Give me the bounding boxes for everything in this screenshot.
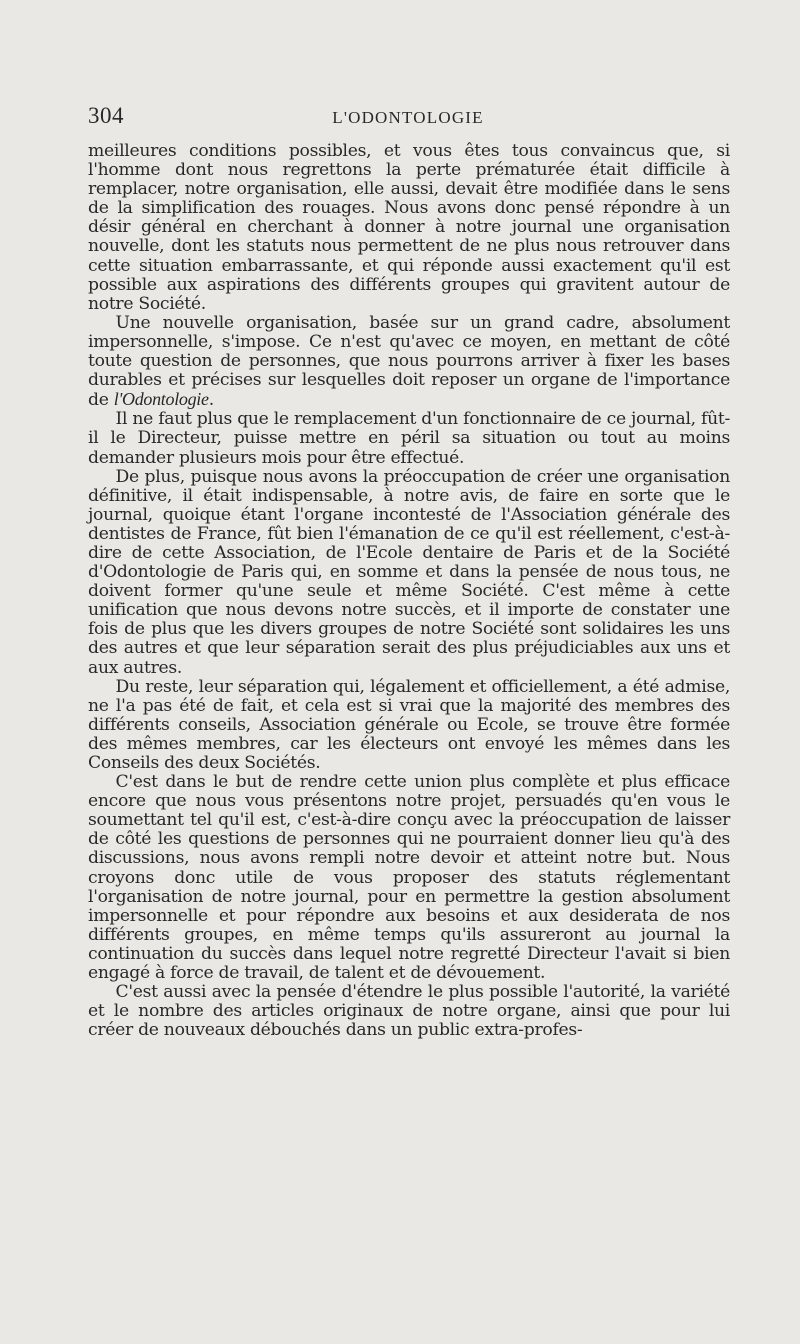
paragraph: C'est aussi avec la pensée d'étendre le plus possible l'autorité, la variété et le nombre des articles originaux de notre organe, ainsi que pour lui créer de nouveaux débouchés dans un public extra-profes- (88, 982, 730, 1041)
paragraph: meilleures conditions possibles, et vous êtes tous convaincus que, si l'homme dont nous regrettons la perte prématurée était difficile à remplacer, notre organisation, elle aussi, devait être modifiée dans le sens de la simplification des rouages. Nous avons donc pensé répondre à un désir général en cherchant à donner à notre journal une organisation nouvelle, dont les statuts nous permettent de ne plus nous retrouver dans cette situation embarrassante, et qui réponde aussi exactement qu'il est possible aux aspirations des différents groupes qui gravitent autour de notre Société. (88, 141, 730, 314)
paragraph-text: . (208, 390, 214, 411)
paragraph: C'est dans le but de rendre cette union plus complète et plus efficace encore que nous vous présentons notre projet, persuadés qu'en vous le soumettant tel qu'il est, c'est-à-dire conçu avec la préoccupation de laisser de côté les questions de personnes qui ne pourraient donner lieu qu'à des discussions, nous avons rempli notre devoir et atteint notre but. Nous croyons donc utile de vous proposer des statuts réglementant l'organisation de notre journal, pour en permettre la gestion absolument impersonnelle et pour répondre aux besoins et aux desiderata de nos différents groupes, en même temps qu'ils assureront au journal la continuation du succès dans lequel notre regretté Directeur l'avait si bien engagé à force de travail, de talent et de dévouement. (88, 772, 730, 984)
paragraph: Du reste, leur séparation qui, légalement et officiellement, a été admise, ne l'a pas été de fait, et cela est si vrai que la majorité des membres des différents conseils, Association générale ou Ecole, se trouve être formée des mêmes membres, car les électeurs ont envoyé les mêmes dans les Conseils des deux Sociétés. (88, 676, 730, 773)
body-text (88, 142, 730, 1040)
page-number: 304 (88, 103, 124, 128)
paragraph (88, 314, 730, 410)
journal-title-italic: l'Odontologie (113, 389, 209, 410)
running-title: L'ODONTOLOGIE (332, 108, 484, 127)
paragraph-text: Une nouvelle organisation, basée sur un grand cadre, absolument impersonnelle, s'impose. Ce n'est qu'avec ce moyen, en mettant de côté toute question de personnes, que nous pourrons arriver à fixer les bases durables et précises sur lesquelles doit reposer un organe de l'importance de (88, 312, 730, 411)
paragraph: Il ne faut plus que le remplacement d'un fonctionnaire de ce journal, fût-il le Directeur, puisse mettre en péril sa situation ou tout au moins demander plusieurs mois pour être effectué. (88, 409, 730, 468)
page-header (88, 103, 728, 133)
paragraph: De plus, puisque nous avons la préoccupation de créer une organisation définitive, il était indispensable, à notre avis, de faire en sorte que le journal, quoique étant l'organe incontesté de l'Association générale des dentistes de France, fût bien l'émanation de ce qu'il est réellement, c'est-à-dire de cette Association, de l'Ecole dentaire de Paris et de la Société d'Odontologie de Paris qui, en somme et dans la pensée de nous tous, ne doivent former qu'une seule et même Société. C'est même à cette unification que nous devons notre succès, et il importe de constater une fois de plus que les divers groupes de notre Société sont solidaires les uns des autres et que leur séparation serait des plus préjudiciables aux uns et aux autres. (88, 466, 730, 678)
